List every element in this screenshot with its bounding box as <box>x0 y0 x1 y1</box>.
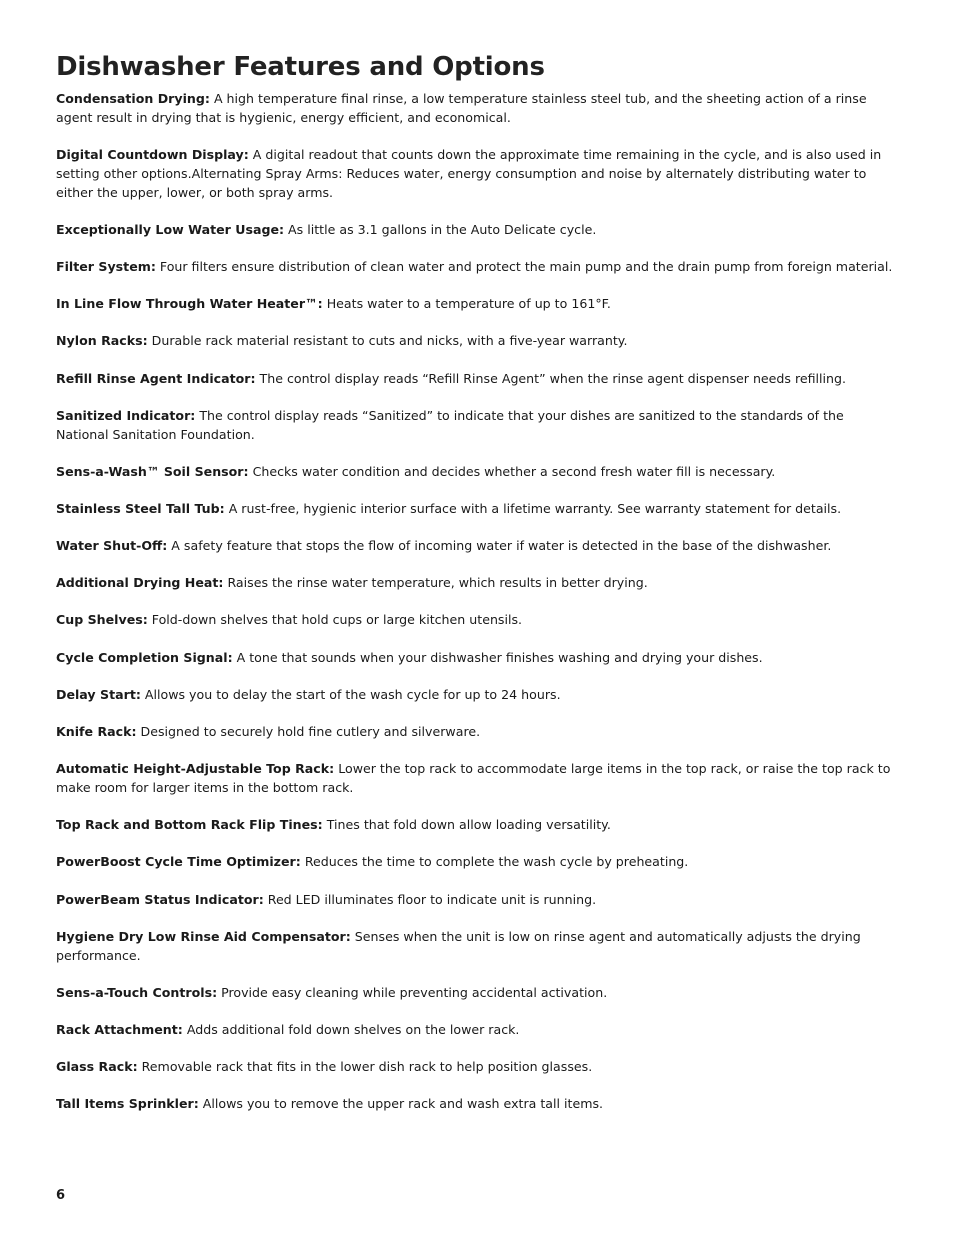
feature-description: Heats water to a temperature of up to 161°F. <box>322 296 611 312</box>
feature-term: Additional Drying Heat: <box>56 575 224 591</box>
feature-item <box>56 90 898 128</box>
feature-term: Rack Attachment: <box>56 1021 183 1037</box>
feature-description: Adds additional fold down shelves on the lower rack. <box>182 1021 520 1037</box>
feature-item <box>56 853 898 872</box>
feature-description: Raises the rinse water temperature, which results in better drying. <box>223 575 648 591</box>
feature-item <box>56 332 898 351</box>
feature-item <box>56 760 898 798</box>
feature-term: Automatic Height-Adjustable Top Rack: <box>56 761 335 777</box>
feature-description: Reduces the time to complete the wash cycle by preheating. <box>300 854 689 870</box>
feature-description: Lower the top rack to accommodate large items in the top rack, or raise the top rack to make room for larger items in the bottom rack. <box>56 761 891 795</box>
feature-term: Sens-a-Touch Controls: <box>56 984 218 1000</box>
feature-description: Senses when the unit is low on rinse agent and automatically adjusts the drying performance. <box>56 928 861 963</box>
feature-description: The control display reads “Sanitized” to indicate that your dishes are sanitized to the standards of the National Sanitation Foundation. <box>56 407 844 442</box>
feature-term: Glass Rack: <box>56 1059 138 1075</box>
feature-description: Designed to securely hold fine cutlery and silverware. <box>136 724 481 739</box>
feature-description: Tines that fold down allow loading versatility. <box>322 817 611 833</box>
feature-description: Provide easy cleaning while preventing accidental activation. <box>217 984 608 1000</box>
feature-term: PowerBoost Cycle Time Optimizer: <box>56 854 301 870</box>
feature-item <box>56 611 898 630</box>
feature-description: A high temperature final rinse, a low temperature stainless steel tub, and the sheeting action of a rinse agent result in drying that is hygienic, energy efficient, and economical. <box>56 91 867 125</box>
feature-item <box>56 221 898 240</box>
feature-item <box>56 574 898 593</box>
feature-description: Allows you to remove the upper rack and wash extra tall items. <box>198 1096 604 1112</box>
feature-description: A digital readout that counts down the approximate time remaining in the cycle, and is also used in setting other options.Alternating Spray Arms: Reduces water, energy consumption and noise by alternately distributing water to either the upper, lower, or both spray arms. <box>56 146 882 200</box>
feature-term: Condensation Drying: <box>56 91 210 106</box>
feature-item <box>56 537 898 556</box>
feature-description: Fold-down shelves that hold cups or large kitchen utensils. <box>147 612 523 628</box>
feature-term: Nylon Racks: <box>56 333 148 349</box>
feature-term: PowerBeam Status Indicator: <box>56 891 264 907</box>
feature-item <box>56 463 898 482</box>
feature-term: Tall Items Sprinkler: <box>56 1096 199 1112</box>
feature-item <box>56 370 898 389</box>
feature-item <box>56 258 898 277</box>
feature-description: Checks water condition and decides whether a second fresh water fill is necessary. <box>248 463 776 479</box>
feature-item <box>56 1095 898 1114</box>
feature-item <box>56 816 898 835</box>
feature-term: In Line Flow Through Water Heater™: <box>56 296 323 312</box>
feature-term: Cup Shelves: <box>56 612 148 628</box>
feature-term: Delay Start: <box>56 686 141 702</box>
feature-term: Filter System: <box>56 258 156 274</box>
feature-term: Knife Rack: <box>56 724 137 739</box>
page-title: Dishwasher Features and Options <box>56 52 545 82</box>
feature-description: Durable rack material resistant to cuts and nicks, with a five-year warranty. <box>147 333 628 349</box>
feature-item <box>56 295 898 314</box>
feature-description: A tone that sounds when your dishwasher finishes washing and drying your dishes. <box>232 649 763 665</box>
feature-term: Digital Countdown Display: <box>56 146 249 162</box>
feature-term: Hygiene Dry Low Rinse Aid Compensator: <box>56 928 351 944</box>
feature-item <box>56 686 898 705</box>
feature-item <box>56 1021 898 1040</box>
feature-description: Removable rack that fits in the lower dish rack to help position glasses. <box>137 1059 593 1075</box>
feature-description: A rust-free, hygienic interior surface with a lifetime warranty. See warranty statement for details. <box>224 500 842 516</box>
feature-description: The control display reads “Refill Rinse Agent” when the rinse agent dispenser needs refilling. <box>255 370 847 386</box>
feature-description: Allows you to delay the start of the wash cycle for up to 24 hours. <box>140 686 561 702</box>
feature-term: Exceptionally Low Water Usage: <box>56 221 285 237</box>
feature-description: A safety feature that stops the flow of incoming water if water is detected in the base of the dishwasher. <box>167 538 832 554</box>
feature-item <box>56 407 898 445</box>
feature-term: Refill Rinse Agent Indicator: <box>56 370 256 386</box>
feature-item <box>56 1058 898 1077</box>
feature-term: Stainless Steel Tall Tub: <box>56 500 225 516</box>
feature-term: Water Shut-Off: <box>56 538 168 554</box>
feature-description: Four filters ensure distribution of clean water and protect the main pump and the drain pump from foreign material. <box>155 258 893 274</box>
feature-term: Sens-a-Wash™ Soil Sensor: <box>56 463 249 479</box>
feature-item <box>56 928 898 966</box>
feature-item <box>56 723 898 742</box>
feature-description: As little as 3.1 gallons in the Auto Delicate cycle. <box>284 221 597 237</box>
feature-description: Red LED illuminates floor to indicate unit is running. <box>263 891 597 907</box>
feature-term: Sanitized Indicator: <box>56 407 196 423</box>
feature-item <box>56 891 898 910</box>
feature-item <box>56 500 898 519</box>
feature-item <box>56 984 898 1003</box>
feature-term: Top Rack and Bottom Rack Flip Tines: <box>56 817 323 833</box>
feature-list <box>56 90 898 1132</box>
feature-item <box>56 649 898 668</box>
page-number: 6 <box>56 1188 66 1203</box>
feature-term: Cycle Completion Signal: <box>56 649 233 665</box>
feature-item <box>56 146 898 202</box>
